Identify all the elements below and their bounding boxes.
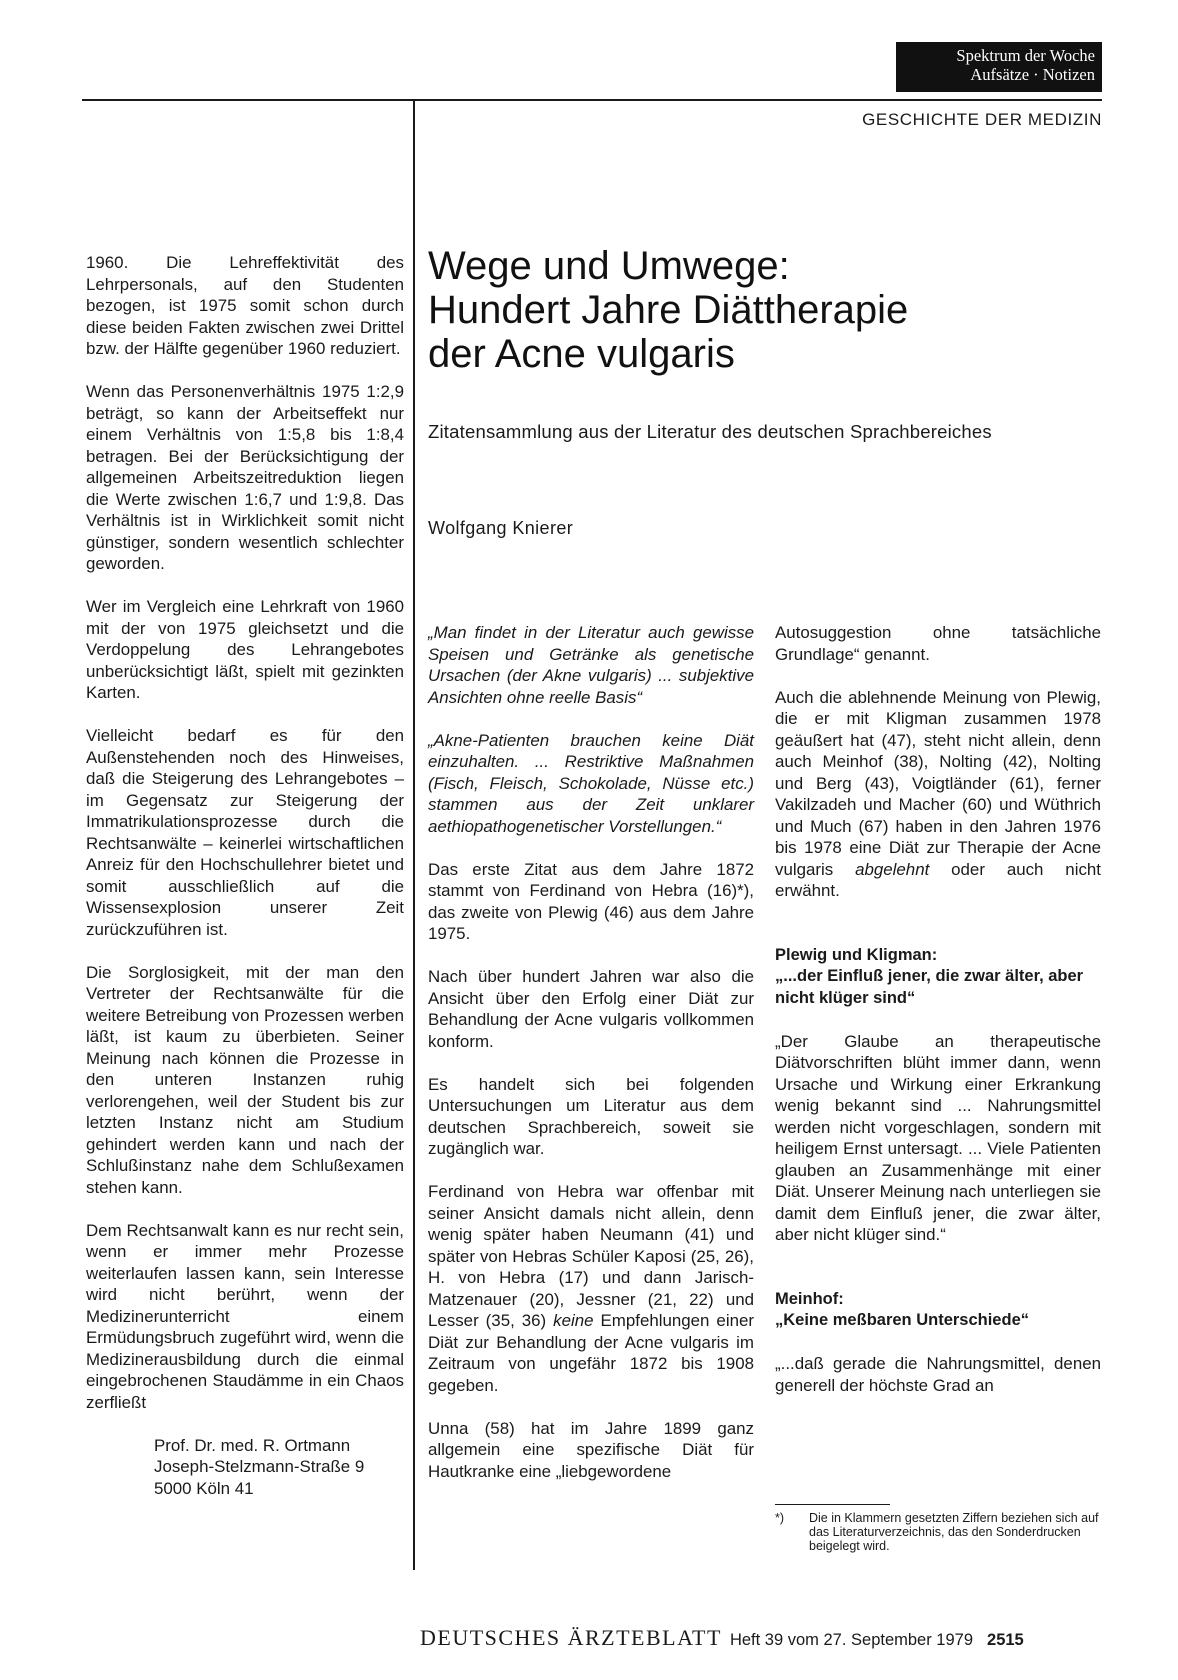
paragraph: Nach über hundert Jahren war also die Ansicht über den Erfolg einer Diät zur Behandlung der Acne vulgaris vollkommen konform. bbox=[428, 967, 754, 1051]
quote: „Akne-Patienten brauchen keine Diät einzuhalten. ... Restriktive Maßnahmen (Fisch, Fleisch, Schokolade, Nüsse etc.) stammen aus der Zeit unklarer aethiopathogenetischer Vorstellungen.“ bbox=[428, 730, 754, 836]
article-column-left bbox=[428, 622, 754, 1504]
subheading-line: Meinhof: bbox=[775, 1289, 844, 1308]
title-line-3: der Acne vulgaris bbox=[428, 332, 735, 376]
journal-name: DEUTSCHES ÄRZTEBLATT bbox=[420, 1625, 722, 1650]
subheading-line: Plewig und Kligman: bbox=[775, 945, 938, 964]
subheading bbox=[775, 1289, 1101, 1332]
signature-city: 5000 Köln 41 bbox=[154, 1478, 254, 1498]
article-title bbox=[428, 244, 1102, 376]
text: oder auch nicht erwähnt. bbox=[775, 859, 1101, 900]
emphasis: keine bbox=[553, 1311, 594, 1330]
paragraph: Unna (58) hat im Jahre 1899 ganz allgemein eine spezifische Diät für Hautkranke eine „liebgewordene bbox=[428, 1418, 754, 1481]
header-rule bbox=[82, 99, 1102, 101]
paragraph bbox=[775, 687, 1101, 902]
section-label: GESCHICHTE DER MEDIZIN bbox=[862, 110, 1102, 129]
badge-line-1: Spektrum der Woche bbox=[956, 46, 1095, 65]
author-signature bbox=[86, 1435, 404, 1500]
text: Ferdinand von Hebra war offenbar mit seiner Ansicht damals nicht allein, denn wenig später haben Neumann (41) und später von Hebras Schüler Kaposi (25, 26), H. von Hebra (17) und dann Jarisch-Matzenauer (20), Jessner (21, 22) und Lesser (35, 36) bbox=[428, 1182, 754, 1330]
previous-article-column bbox=[86, 252, 404, 1499]
article-author: Wolfgang Knierer bbox=[428, 518, 574, 538]
paragraph: Wenn das Personenverhältnis 1975 1:2,9 beträgt, so kann der Arbeitseffekt nur einem Verhältnis von 1:5,8 bis 1:8,4 betragen. Bei der Berücksichtigung der allgemeinen Arbeitszeitreduktion liegen die Werte zwischen 1:6,7 und 1:9,8. Das Verhältnis ist in Wirklichkeit somit nicht günstiger, sondern wesentlich schlechter geworden. bbox=[86, 382, 404, 573]
footnote-mark: *) bbox=[775, 1511, 785, 1525]
paragraph: 1960. Die Lehreffektivität des Lehrpersonals, auf den Studenten bezogen, ist 1975 somit schon durch diese beiden Fakten zwischen zwei Drittel bzw. der Hälfte gegenüber 1960 reduziert. bbox=[86, 253, 404, 358]
paragraph: Vielleicht bedarf es für den Außenstehenden noch des Hinweises, daß die Steigerung des Lehrangebotes – im Gegensatz zur Steigerung der Immatrikulationsprozesse durch die Rechtsanwälte – keinerlei wirtschaftlichen Anreiz für den Hochschullehrer bietet und somit ausschließlich auf die Wissensexplosion unserer Zeit zurückzuführen ist. bbox=[86, 726, 404, 939]
paragraph: „Der Glaube an therapeutische Diätvorschriften blüht immer dann, wenn Ursache und Wirkung einer Erkrankung wenig bekannt sind ... Nahrungsmittel werden nicht vorgeschlagen, sondern mit heiligem Ernst untersagt. ... Viele Patienten glauben an Zusammenhänge mit einer Diät. Unserer Meinung nach unterliegen sie damit dem Einfluß jener, die zwar älter, aber nicht klüger sind.“ bbox=[775, 1031, 1101, 1244]
quote: „Man findet in der Literatur auch gewisse Speisen und Getränke als genetische Ursachen (der Akne vulgaris) ... subjektive Ansichten ohne reelle Basis“ bbox=[428, 623, 754, 707]
paragraph: Wer im Vergleich eine Lehrkraft von 1960 mit der von 1975 gleichsetzt und die Verdoppelung des Lehrangebotes unberücksichtigt läßt, spielt mit gezinkten Karten. bbox=[86, 597, 404, 702]
text: Auch die ablehnende Meinung von Plewig, die er mit Kligman zusammen 1978 geäußert hat (47), steht nicht allein, denn auch Meinhof (38), Nolting (42), Nolting und Berg (43), Voigtländer (61), ferner Vakilzadeh und Macher (60) und Wüthrich und Much (67) haben in den Jahren 1976 bis 1978 eine Diät zur Therapie der Acne vulgaris bbox=[775, 687, 1101, 879]
footnote bbox=[775, 1511, 1101, 1553]
emphasis: abgelehnt bbox=[855, 859, 930, 879]
paragraph: Das erste Zitat aus dem Jahre 1872 stammt von Ferdinand von Hebra (16)*), das zweite von Plewig (46) aus dem Jahre 1975. bbox=[428, 859, 754, 943]
footnote-rule bbox=[775, 1504, 890, 1505]
article-column-right bbox=[775, 622, 1101, 1418]
title-line-1: Wege und Umwege: bbox=[428, 244, 790, 288]
paragraph: Dem Rechtsanwalt kann es nur recht sein, wenn er immer mehr Prozesse weiterlaufen lassen kann, sein Interesse wird nicht berührt, wenn der Medizinerunterricht einem Ermüdungsbruch zugeführt wird, wenn die Medizinerausbildung durch die einmal eingebrochenen Staudämme in ein Chaos zerfließt bbox=[86, 1220, 404, 1412]
badge-line-2: Aufsätze · Notizen bbox=[970, 65, 1095, 84]
subheading-line: „...der Einfluß jener, die zwar älter, aber nicht klüger sind“ bbox=[775, 967, 1084, 1007]
signature-street: Joseph-Stelzmann-Straße 9 bbox=[154, 1457, 365, 1476]
page-footer bbox=[420, 1625, 1102, 1651]
paragraph bbox=[428, 1181, 754, 1396]
footnote-text: Die in Klammern gesetzten Ziffern beziehen sich auf das Literaturverzeichnis, das den Sonderdrucken beigelegt wird. bbox=[809, 1511, 1099, 1553]
subheading bbox=[775, 945, 1101, 1010]
section-badge bbox=[896, 42, 1102, 92]
column-divider bbox=[413, 99, 415, 1570]
title-line-2: Hundert Jahre Diättherapie bbox=[428, 288, 909, 332]
article-subtitle: Zitatensammlung aus der Literatur des deutschen Sprachbereiches bbox=[428, 421, 992, 442]
signature-name: Prof. Dr. med. R. Ortmann bbox=[154, 1435, 351, 1455]
paragraph: „...daß gerade die Nahrungsmittel, denen generell der höchste Grad an bbox=[775, 1354, 1101, 1395]
paragraph: Die Sorglosigkeit, mit der man den Vertreter der Rechtsanwälte für die weitere Betreibung von Prozessen werben läßt, ist kaum zu überbieten. Seiner Meinung nach können die Prozesse in den unteren Instanzen ruhig verlorengehen, weil der Student bis zur letzten Instanz nicht am Studium gehindert werden kann und nach der Schlußinstanz nahe dem Schlußexamen stehen kann. bbox=[86, 962, 404, 1197]
text: Empfehlungen einer Diät zur Behandlung der Acne vulgaris im Zeitraum von ungefähr 1872 bis 1908 gegeben. bbox=[428, 1311, 754, 1395]
issue-info: Heft 39 vom 27. September 1979 bbox=[729, 1631, 974, 1649]
subheading-line: „Keine meßbaren Unterschiede“ bbox=[775, 1311, 1029, 1329]
paragraph: Es handelt sich bei folgenden Untersuchungen um Literatur aus dem deutschen Sprachbereich, soweit sie zugänglich war. bbox=[428, 1074, 754, 1158]
page-number: 2515 bbox=[987, 1631, 1024, 1649]
paragraph: Autosuggestion ohne tatsächliche Grundlage“ genannt. bbox=[775, 623, 1101, 664]
